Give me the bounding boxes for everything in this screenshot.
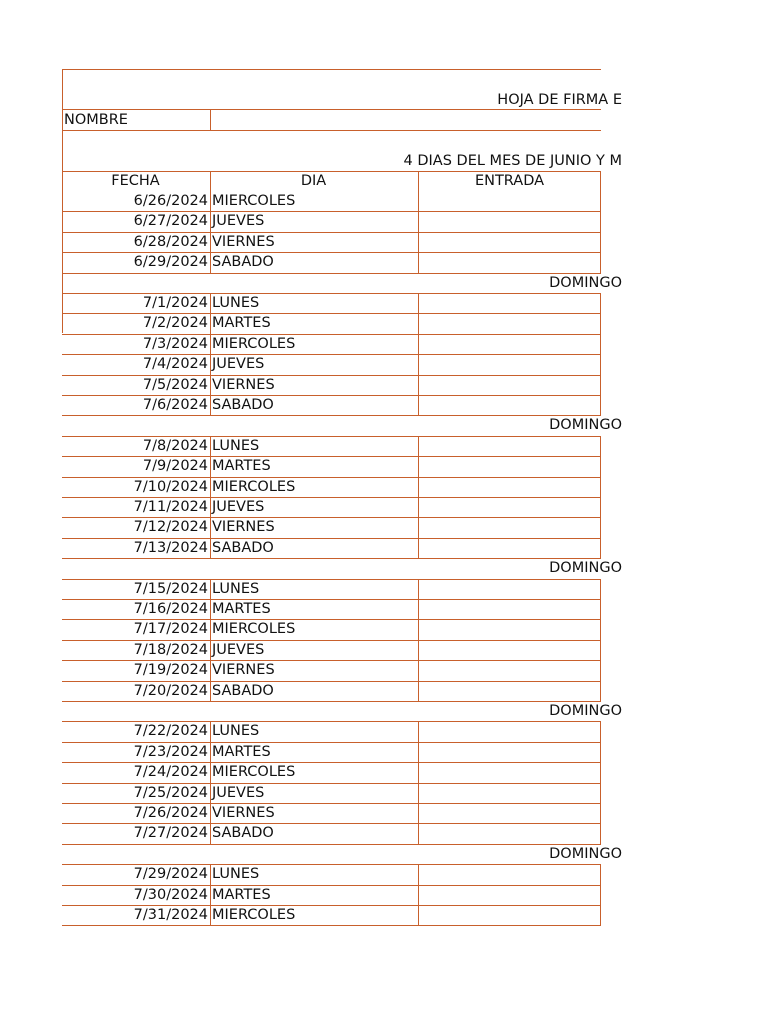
- grid-line: [210, 803, 211, 823]
- row-border: [62, 517, 601, 518]
- entrada-signature-cell[interactable]: [419, 253, 600, 271]
- grid-line: [210, 293, 211, 313]
- row-border: [62, 660, 601, 661]
- grid-line: [210, 191, 211, 211]
- entrada-signature-cell[interactable]: [419, 886, 600, 904]
- grid-line: [418, 395, 419, 415]
- row-border: [62, 823, 601, 824]
- row-border: [62, 293, 601, 294]
- grid-line: [600, 885, 601, 905]
- grid-line: [600, 660, 601, 680]
- grid-line: [210, 436, 211, 456]
- grid-line: [210, 456, 211, 476]
- row-border: [62, 313, 601, 314]
- grid-line: [210, 864, 211, 884]
- grid-line: [418, 681, 419, 701]
- fecha-cell: 6/28/2024: [133, 233, 208, 250]
- grid-line: [418, 517, 419, 537]
- sunday-row-label: DOMINGO: [549, 417, 622, 434]
- row-border: [62, 619, 601, 620]
- grid-line: [600, 252, 601, 272]
- entrada-signature-cell[interactable]: [419, 396, 600, 414]
- fecha-cell: 7/6/2024: [142, 397, 208, 413]
- grid-line: [210, 538, 211, 558]
- grid-line: [418, 762, 419, 782]
- dia-cell: JUEVES: [212, 641, 265, 658]
- fecha-cell: 7/19/2024: [133, 662, 208, 679]
- dia-cell: JUEVES: [212, 356, 265, 373]
- row-border: [62, 395, 601, 396]
- dia-cell: MARTES: [212, 315, 271, 332]
- name-label: NOMBRE: [64, 112, 128, 128]
- grid-line: [600, 171, 601, 191]
- fecha-cell: 7/4/2024: [142, 356, 208, 373]
- entrada-signature-cell[interactable]: [419, 233, 600, 251]
- row-border: [62, 436, 601, 437]
- grid-line: [418, 742, 419, 762]
- grid-line: [600, 354, 601, 374]
- grid-line: [210, 599, 211, 619]
- fecha-cell: 7/26/2024: [133, 805, 208, 821]
- fecha-cell: 7/13/2024: [133, 539, 208, 556]
- fecha-cell: 7/3/2024: [142, 335, 208, 352]
- fecha-cell: 6/29/2024: [133, 254, 208, 271]
- dia-cell: LUNES: [212, 437, 260, 454]
- entrada-signature-cell[interactable]: [419, 784, 600, 802]
- grid-line: [600, 579, 601, 599]
- grid-line: [600, 232, 601, 252]
- row-border: [62, 742, 601, 743]
- grid-line: [600, 619, 601, 639]
- grid-line: [600, 497, 601, 517]
- grid-line: [210, 252, 211, 272]
- fecha-cell: 7/9/2024: [142, 458, 208, 475]
- fecha-cell: 7/8/2024: [142, 437, 208, 454]
- grid-line: [600, 313, 601, 333]
- dia-cell: SABADO: [212, 682, 274, 699]
- sunday-row-label: DOMINGO: [549, 703, 622, 719]
- grid-line: [418, 497, 419, 517]
- entrada-signature-cell[interactable]: [419, 641, 600, 659]
- dia-cell: SABADO: [212, 254, 274, 271]
- grid-line: [600, 538, 601, 558]
- dia-cell: JUEVES: [212, 784, 265, 801]
- grid-line: [600, 334, 601, 354]
- dia-cell: SABADO: [212, 539, 274, 556]
- dia-cell: LUNES: [212, 723, 260, 740]
- name-divider: [210, 109, 211, 130]
- row-border: [62, 354, 601, 355]
- entrada-signature-cell[interactable]: [419, 682, 600, 700]
- dia-cell: VIERNES: [212, 662, 275, 679]
- grid-line: [418, 211, 419, 231]
- grid-line: [600, 742, 601, 762]
- sunday-row-label: DOMINGO: [549, 845, 622, 862]
- dia-cell: MARTES: [212, 458, 271, 475]
- dia-cell: MIERCOLES: [212, 193, 296, 209]
- dia-cell: SABADO: [212, 397, 274, 413]
- sheet-table: [62, 69, 622, 925]
- row-border: [62, 783, 601, 784]
- entrada-signature-cell[interactable]: [419, 355, 600, 373]
- grid-line: [418, 436, 419, 456]
- grid-line: [600, 456, 601, 476]
- grid-line: [418, 885, 419, 905]
- dia-cell: LUNES: [212, 866, 260, 883]
- row-border: [62, 456, 601, 457]
- grid-line: [210, 517, 211, 537]
- entrada-signature-cell[interactable]: [419, 498, 600, 516]
- entrada-signature-cell[interactable]: [419, 824, 600, 842]
- grid-line: [600, 293, 601, 313]
- grid-line: [418, 252, 419, 272]
- entrada-signature-cell[interactable]: [419, 437, 600, 455]
- grid-line: [600, 905, 601, 925]
- grid-line: [418, 538, 419, 558]
- grid-line: [210, 232, 211, 252]
- dia-cell: VIERNES: [212, 519, 275, 536]
- entrada-signature-cell[interactable]: [419, 600, 600, 618]
- row-border: [62, 844, 601, 845]
- grid-line: [418, 375, 419, 395]
- entrada-signature-cell[interactable]: [419, 804, 600, 822]
- fecha-cell: 7/30/2024: [133, 886, 208, 903]
- entrada-signature-cell[interactable]: [419, 580, 600, 598]
- row-border: [62, 273, 601, 274]
- entrada-signature-cell[interactable]: [419, 865, 600, 883]
- dia-cell: MIERCOLES: [212, 478, 296, 495]
- grid-line: [210, 395, 211, 415]
- grid-line: [600, 640, 601, 660]
- fecha-cell: 6/26/2024: [133, 193, 208, 209]
- fecha-cell: 7/25/2024: [133, 784, 208, 801]
- row-border: [62, 579, 601, 580]
- grid-line: [210, 885, 211, 905]
- grid-line: [418, 456, 419, 476]
- row-border: [62, 558, 601, 559]
- period-heading: 4 DIAS DEL MES DE JUNIO Y M: [403, 153, 622, 169]
- dia-cell: MARTES: [212, 886, 271, 903]
- grid-line: [600, 191, 601, 211]
- entrada-signature-cell[interactable]: [419, 539, 600, 557]
- grid-line: [600, 762, 601, 782]
- grid-line: [210, 579, 211, 599]
- header-entrada: ENTRADA: [474, 173, 545, 189]
- grid-line: [210, 660, 211, 680]
- grid-line: [600, 823, 601, 843]
- row-border: [62, 681, 601, 682]
- fecha-cell: 7/11/2024: [133, 499, 208, 515]
- grid-line: [600, 681, 601, 701]
- fecha-cell: 7/16/2024: [133, 601, 208, 617]
- row-border: [62, 640, 601, 641]
- grid-line: [418, 803, 419, 823]
- grid-line: [210, 640, 211, 660]
- grid-line: [418, 171, 419, 191]
- grid-line: [210, 783, 211, 803]
- grid-line: [418, 823, 419, 843]
- entrada-signature-cell[interactable]: [419, 661, 600, 679]
- entrada-signature-cell[interactable]: [419, 376, 600, 394]
- row-border: [62, 477, 601, 478]
- row-border: [62, 701, 601, 702]
- grid-line: [418, 783, 419, 803]
- dia-cell: SABADO: [212, 825, 274, 842]
- grid-line: [600, 211, 601, 231]
- dia-cell: MARTES: [212, 743, 271, 760]
- fecha-cell: 7/24/2024: [133, 764, 208, 781]
- row-border: [62, 885, 601, 886]
- fecha-cell: 7/18/2024: [133, 641, 208, 658]
- grid-line: [210, 497, 211, 517]
- grid-line: [418, 334, 419, 354]
- row-border: [62, 415, 601, 416]
- row-border: [62, 334, 601, 335]
- grid-line: [210, 211, 211, 231]
- grid-line: [210, 354, 211, 374]
- dia-cell: JUEVES: [212, 499, 265, 515]
- header-fecha: FECHA: [111, 173, 160, 189]
- entrada-signature-cell[interactable]: [419, 457, 600, 475]
- grid-line: [600, 375, 601, 395]
- row-border: [62, 762, 601, 763]
- entrada-signature-cell[interactable]: [419, 906, 600, 924]
- fecha-cell: 7/22/2024: [133, 723, 208, 740]
- grid-line: [210, 905, 211, 925]
- grid-line: [418, 232, 419, 252]
- entrada-signature-cell[interactable]: [419, 192, 600, 210]
- entrada-signature-cell[interactable]: [419, 335, 600, 353]
- fecha-cell: 7/29/2024: [133, 866, 208, 883]
- entrada-signature-cell[interactable]: [419, 294, 600, 312]
- dia-cell: JUEVES: [212, 213, 265, 230]
- period-bottom-border: [62, 171, 601, 172]
- fecha-cell: 7/12/2024: [133, 519, 208, 536]
- entrada-signature-cell[interactable]: [419, 518, 600, 536]
- grid-line: [600, 783, 601, 803]
- grid-line: [210, 313, 211, 333]
- dia-cell: LUNES: [212, 295, 260, 311]
- dia-cell: MIERCOLES: [212, 764, 296, 781]
- entrada-signature-cell[interactable]: [419, 763, 600, 781]
- entrada-signature-cell[interactable]: [419, 620, 600, 638]
- row-border: [62, 538, 601, 539]
- row-border: [62, 925, 601, 926]
- grid-line: [418, 905, 419, 925]
- grid-line: [418, 599, 419, 619]
- dia-cell: MARTES: [212, 601, 271, 617]
- fecha-cell: 7/27/2024: [133, 825, 208, 842]
- grid-line: [418, 293, 419, 313]
- grid-line: [210, 721, 211, 741]
- entrada-signature-cell[interactable]: [419, 212, 600, 230]
- grid-line: [210, 477, 211, 497]
- fecha-cell: 7/1/2024: [142, 295, 208, 311]
- dia-cell: LUNES: [212, 580, 260, 597]
- grid-line: [210, 171, 211, 191]
- fecha-cell: 7/17/2024: [133, 621, 208, 638]
- grid-line: [418, 191, 419, 211]
- grid-line: [418, 313, 419, 333]
- grid-line: [418, 579, 419, 599]
- row-border: [62, 721, 601, 722]
- dia-cell: VIERNES: [212, 376, 275, 393]
- grid-line: [210, 681, 211, 701]
- row-border: [62, 497, 601, 498]
- top-border: [62, 69, 601, 70]
- fecha-cell: 7/15/2024: [133, 580, 208, 597]
- row-border: [62, 211, 601, 212]
- name-bottom-border: [62, 130, 601, 131]
- dia-cell: MIERCOLES: [212, 907, 296, 923]
- grid-line: [210, 823, 211, 843]
- dia-cell: MIERCOLES: [212, 621, 296, 638]
- fecha-cell: 7/20/2024: [133, 682, 208, 699]
- entrada-signature-cell[interactable]: [419, 478, 600, 496]
- entrada-signature-cell[interactable]: [419, 743, 600, 761]
- grid-line: [600, 395, 601, 415]
- grid-line: [418, 354, 419, 374]
- grid-line: [210, 619, 211, 639]
- grid-line: [418, 864, 419, 884]
- grid-line: [418, 619, 419, 639]
- grid-line: [418, 477, 419, 497]
- entrada-signature-cell[interactable]: [419, 314, 600, 332]
- fecha-cell: 7/31/2024: [133, 907, 208, 923]
- fecha-cell: 7/23/2024: [133, 743, 208, 760]
- grid-line: [600, 477, 601, 497]
- fecha-cell: 6/27/2024: [133, 213, 208, 230]
- fecha-cell: 7/10/2024: [133, 478, 208, 495]
- sheet-title: HOJA DE FIRMA E: [497, 92, 622, 108]
- title-bottom-border: [62, 109, 601, 110]
- row-border: [62, 803, 601, 804]
- sunday-row-label: DOMINGO: [549, 560, 622, 577]
- grid-line: [600, 599, 601, 619]
- grid-line: [600, 436, 601, 456]
- grid-line: [600, 721, 601, 741]
- dia-cell: MIERCOLES: [212, 335, 296, 352]
- grid-line: [418, 660, 419, 680]
- entrada-signature-cell[interactable]: [419, 722, 600, 740]
- grid-line: [210, 762, 211, 782]
- grid-line: [210, 375, 211, 395]
- row-border: [62, 232, 601, 233]
- fecha-cell: 7/2/2024: [142, 315, 208, 332]
- fecha-cell: 7/5/2024: [142, 376, 208, 393]
- grid-line: [418, 721, 419, 741]
- row-border: [62, 252, 601, 253]
- row-border: [62, 599, 601, 600]
- grid-line: [210, 742, 211, 762]
- grid-line: [600, 517, 601, 537]
- header-dia: DIA: [300, 173, 327, 189]
- row-border: [62, 375, 601, 376]
- row-border: [62, 905, 601, 906]
- grid-line: [600, 864, 601, 884]
- row-border: [62, 864, 601, 865]
- grid-line: [418, 640, 419, 660]
- grid-line: [210, 334, 211, 354]
- sunday-row-label: DOMINGO: [549, 274, 622, 291]
- grid-line: [600, 803, 601, 823]
- dia-cell: VIERNES: [212, 233, 275, 250]
- dia-cell: VIERNES: [212, 805, 275, 821]
